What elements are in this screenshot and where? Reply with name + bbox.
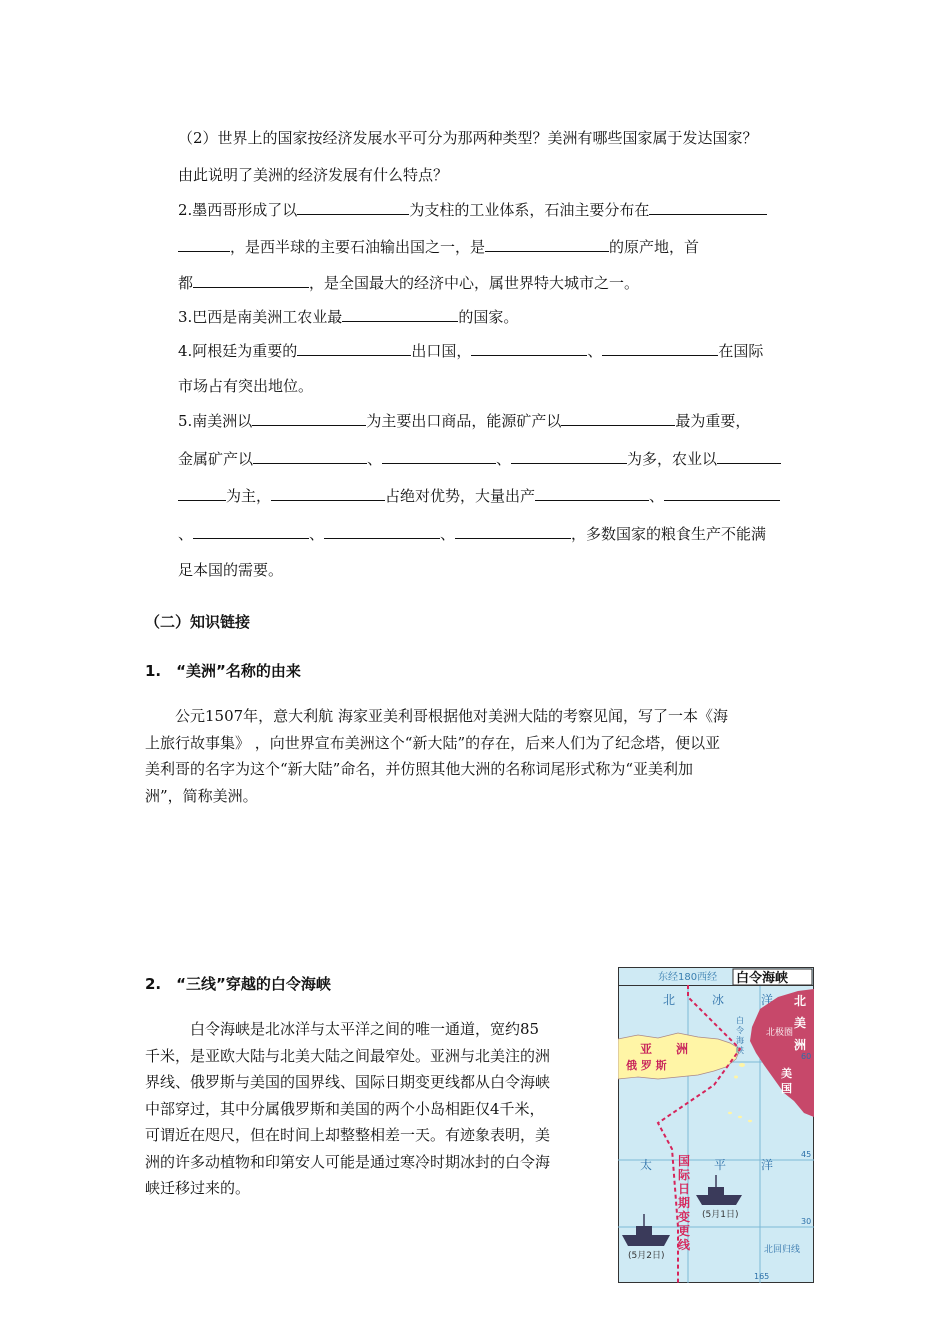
fill-blank[interactable] <box>342 306 458 322</box>
map-na-3: 洲 <box>794 1038 807 1052</box>
map-top-label: 东经180西经 <box>658 972 718 983</box>
date-line-char: 变 <box>678 1210 691 1224</box>
q2-mexico-line-1 <box>178 199 767 220</box>
item1-line: 公元1507年，意大利航 海家亚美利哥根据他对美洲大陆的考察见闻，写了一本《海 <box>145 707 728 725</box>
bering-strait-map <box>618 967 814 1283</box>
map-strait-2: 令 <box>736 1026 744 1035</box>
q2-mexico-line-3 <box>178 272 639 293</box>
fill-blank[interactable] <box>561 410 675 426</box>
fill-blank[interactable] <box>602 340 718 356</box>
map-usa-1: 美 <box>781 1067 792 1080</box>
fill-blank[interactable] <box>455 523 571 539</box>
text: 、 <box>309 525 325 543</box>
map-lat-30: 30 <box>801 1217 812 1226</box>
text: 出口国， <box>411 342 472 360</box>
fill-blank[interactable] <box>271 485 385 501</box>
q3-line <box>178 306 518 327</box>
text: ，是西半球的主要石油输出国之一，是 <box>230 238 486 256</box>
fill-blank[interactable] <box>178 485 226 501</box>
map-na-2: 美 <box>794 1016 807 1030</box>
text: 5.南美洲以 <box>178 412 253 430</box>
fill-blank[interactable] <box>253 448 367 464</box>
item2-paragraph <box>145 1016 605 1202</box>
text: 、 <box>367 450 383 468</box>
q5-line-5: 足本国的需要。 <box>178 561 284 579</box>
text: 为主， <box>226 487 272 505</box>
q4-line-2: 市场占有突出地位。 <box>178 377 314 395</box>
map-lat-60: 60 <box>801 1052 812 1061</box>
fill-blank[interactable] <box>178 236 230 252</box>
item1-line: 美利哥的名字为这个“新大陆”命名，并仿照其他大洲的名称词尾形式称为“亚美利加 <box>145 760 694 778</box>
fill-blank[interactable] <box>664 485 780 501</box>
item2-line: 界线、俄罗斯与美国的国界线、国际日期变更线都从白令海峡 <box>145 1073 551 1091</box>
map-island <box>738 1116 742 1118</box>
item2-line: 可谓近在咫尺，但在时间上却整整相差一天。有迹象表明，美 <box>145 1126 551 1144</box>
map-pacific-3: 洋 <box>761 1158 774 1172</box>
fill-blank[interactable] <box>193 272 309 288</box>
text: 、 <box>178 525 194 543</box>
date-line-char: 期 <box>678 1196 691 1210</box>
item2-line: 白令海峡是北冰洋与太平洋之间的唯一通道，宽约85 <box>145 1020 540 1038</box>
map-title: 白令海峡 <box>736 971 789 986</box>
text: 为主要出口商品，能源矿产以 <box>366 412 562 430</box>
fill-blank[interactable] <box>649 199 767 215</box>
q5-line-3 <box>178 485 780 506</box>
map-strait-4: 峡 <box>736 1046 744 1055</box>
text: 、 <box>440 525 456 543</box>
fill-blank[interactable] <box>297 199 409 215</box>
map-arctic-3: 洋 <box>761 993 774 1007</box>
fill-blank[interactable] <box>324 523 440 539</box>
text: 都 <box>178 274 194 292</box>
item1-paragraph <box>145 703 805 809</box>
text: 在国际 <box>718 342 764 360</box>
date-line-char: 线 <box>678 1238 691 1252</box>
map-asia-label: 亚 洲 <box>640 1042 689 1056</box>
text: 为多，农业以 <box>627 450 718 468</box>
map-arctic-1: 北 <box>663 993 676 1007</box>
text: 最为重要， <box>675 412 751 430</box>
section-title: （二）知识链接 <box>145 613 251 631</box>
map-na-1: 北 <box>794 994 807 1008</box>
map-island <box>728 1112 732 1114</box>
q5-line-1 <box>178 410 750 431</box>
item2-line: 千米，是亚欧大陆与北美大陆之间最窄处。亚洲与北美注的洲 <box>145 1046 551 1065</box>
map-pacific-2: 平 <box>714 1158 727 1172</box>
map-island <box>748 1120 752 1122</box>
date-line-char: 际 <box>678 1168 691 1182</box>
map-pacific-1: 太 <box>640 1158 653 1172</box>
text: ，多数国家的粮食生产不能满 <box>571 525 767 543</box>
q5-line-2 <box>178 448 781 469</box>
text: 的国家。 <box>458 308 519 326</box>
date-line-char: 更 <box>678 1224 691 1238</box>
fill-blank[interactable] <box>382 448 496 464</box>
text: ，是全国最大的经济中心，属世界特大城市之一。 <box>309 274 640 292</box>
text: 、 <box>649 487 665 505</box>
map-arctic-2: 冰 <box>712 993 725 1007</box>
fill-blank[interactable] <box>485 236 609 252</box>
text: 2.墨西哥形成了以 <box>178 201 298 219</box>
map-tropic-label: 北回归线 <box>764 1245 801 1255</box>
text: 占绝对优势，大量出产 <box>385 487 536 505</box>
item2-line: 峡迁移过来的。 <box>145 1179 251 1197</box>
item2-title: 2. “三线”穿越的白令海峡 <box>145 975 331 993</box>
q2-mexico-line-2 <box>178 236 699 257</box>
fill-blank[interactable] <box>511 448 627 464</box>
text: 、 <box>587 342 603 360</box>
item2-line: 中部穿过，其中分属俄罗斯和美国的两个小岛相距仅4千米， <box>145 1099 545 1118</box>
map-date-line-label <box>678 1154 691 1252</box>
q2-line-2: 由此说明了美洲的经济发展有什么特点？ <box>178 166 449 184</box>
map-russia-label: 俄 罗 斯 <box>626 1059 667 1072</box>
fill-blank[interactable] <box>471 340 587 356</box>
fill-blank[interactable] <box>252 410 366 426</box>
item1-line: 洲”，简称美洲。 <box>145 786 258 805</box>
ship1-date: (5月1日) <box>702 1210 739 1220</box>
q4-line-1 <box>178 340 763 361</box>
q2-line-1: （2）世界上的国家按经济发展水平可分为那两种类型？美洲有哪些国家属于发达国家？ <box>178 129 758 147</box>
date-line-char: 国 <box>678 1154 691 1168</box>
text: 为支柱的工业体系，石油主要分布在 <box>409 201 650 219</box>
text: 金属矿产以 <box>178 450 254 468</box>
item1-line: 上旅行故事集》 ，向世界宣布美洲这个“新大陆”的存在，后来人们为了纪念塔，便以亚 <box>145 733 721 752</box>
item2-line: 洲的许多动植物和印第安人可能是通过寒冷时期冰封的白令海 <box>145 1152 551 1171</box>
map-strait-1: 白 <box>736 1016 744 1025</box>
ship2-date: (5月2日) <box>628 1251 665 1261</box>
date-line-char: 日 <box>678 1182 691 1196</box>
map-island <box>734 1076 738 1079</box>
map-arctic-circle: 北极圈 <box>766 1028 794 1038</box>
text: 、 <box>496 450 512 468</box>
fill-blank[interactable] <box>535 485 649 501</box>
fill-blank[interactable] <box>297 340 411 356</box>
map-island <box>739 1063 745 1067</box>
map-lon-165: 165 <box>754 1272 770 1281</box>
map-usa-2: 国 <box>781 1082 792 1095</box>
map-lat-45: 45 <box>801 1150 812 1159</box>
map-strait-3: 海 <box>736 1036 744 1045</box>
fill-blank[interactable] <box>717 448 781 464</box>
fill-blank[interactable] <box>193 523 309 539</box>
text: 3.巴西是南美洲工农业最 <box>178 308 343 326</box>
text: 的原产地，首 <box>609 238 700 256</box>
item1-title: 1. “美洲”名称的由来 <box>145 662 301 680</box>
q5-line-4 <box>178 523 766 544</box>
text: 4.阿根廷为重要的 <box>178 342 298 360</box>
